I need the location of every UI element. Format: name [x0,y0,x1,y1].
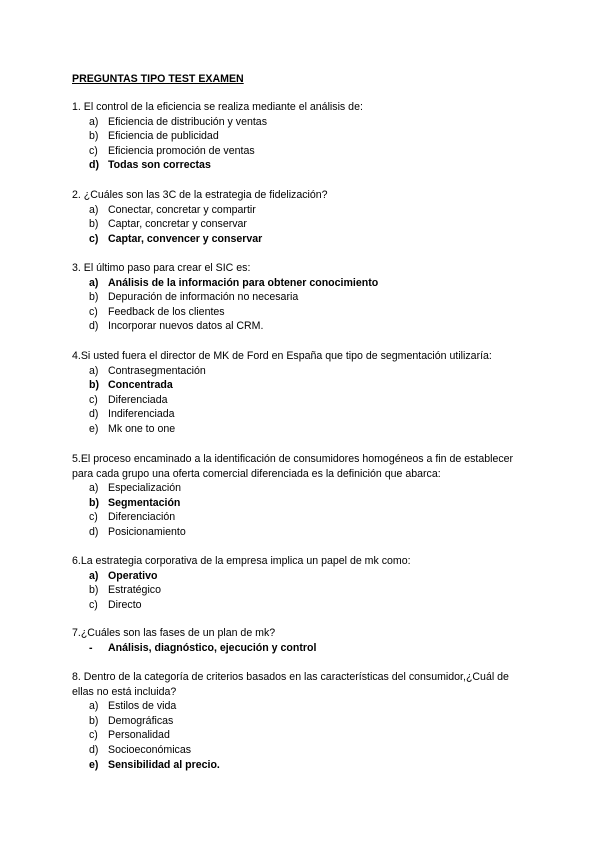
option-marker: c) [89,144,98,157]
option-text: Demográficas [108,714,174,727]
option-marker: a) [89,482,99,495]
option-list [72,699,532,772]
option-marker: e) [89,758,99,771]
answer-option [72,714,532,729]
answer-option [72,305,532,320]
question-text: 2. ¿Cuáles son las 3C de la estrategia de fidelización? [72,189,328,201]
answer-option [72,743,532,758]
correct-option [72,569,532,584]
page-title: PREGUNTAS TIPO TEST EXAMEN [72,73,244,85]
option-marker: c) [89,511,98,524]
option-marker: b) [89,379,99,392]
option-marker: a) [89,203,99,216]
option-text: Feedback de los clientes [108,305,225,318]
option-marker: d) [89,743,99,756]
option-text: Especialización [108,482,182,495]
option-text: Captar, concretar y conservar [108,218,247,231]
option-marker: d) [89,159,99,172]
correct-option [72,158,532,173]
answer-option [72,407,532,422]
question-block [72,670,532,772]
option-text: Directo [108,598,142,611]
question-block [72,261,532,334]
option-marker: a) [89,115,99,128]
question-text: 7.¿Cuáles son las fases de un plan de mk? [72,627,276,639]
option-text: Análisis, diagnóstico, ejecución y control [108,641,317,654]
answer-option [72,115,532,130]
option-list [72,115,532,173]
option-text: Todas son correctas [108,159,211,172]
option-list [72,203,532,247]
option-marker: b) [89,584,99,597]
answer-option [72,364,532,379]
question-text: 1. El control de la eficiencia se realiza mediante el análisis de: [72,101,363,113]
option-marker: c) [89,305,98,318]
option-marker: c) [89,393,98,406]
option-text: Operativo [108,569,158,582]
option-marker: - [89,641,93,654]
option-text: Análisis de la información para obtener conocimiento [108,276,379,289]
correct-option [72,758,532,773]
option-marker: c) [89,729,98,742]
answer-option [72,422,532,437]
option-marker: b) [89,496,99,509]
correct-option [72,496,532,511]
correct-option [72,641,532,656]
answer-option [72,393,532,408]
option-list [72,276,532,334]
option-text: Segmentación [108,496,181,509]
answer-option [72,728,532,743]
question-text: 5.El proceso encaminado a la identificación de consumidores homogéneos a fin de establecer para cada grupo una oferta comercial diferenciada es la definición que abarca: [72,453,514,480]
question-text: 6.La estrategia corporativa de la empresa implica un papel de mk como: [72,555,411,567]
answer-option [72,144,532,159]
option-list [72,364,532,437]
question-text: 8. Dentro de la categoría de criterios basados en las características del consumidor,¿Cuál de ellas no está incluida? [72,671,509,698]
option-marker: a) [89,569,99,582]
answer-option [72,699,532,714]
answer-option [72,481,532,496]
answer-option [72,510,532,525]
option-marker: a) [89,364,99,377]
option-text: Personalidad [108,729,170,742]
option-text: Diferenciada [108,393,168,406]
option-marker: a) [89,276,99,289]
option-list [72,569,532,613]
option-text: Concentrada [108,379,173,392]
option-text: Eficiencia de publicidad [108,130,219,143]
answer-option [72,217,532,232]
option-marker: c) [89,598,98,611]
option-text: Eficiencia promoción de ventas [108,144,255,157]
option-text: Contrasegmentación [108,364,206,377]
option-text: Captar, convencer y conservar [108,232,263,245]
question-block [72,100,532,173]
answer-option [72,203,532,218]
option-marker: c) [89,232,99,245]
answer-option [72,129,532,144]
question-block [72,554,532,612]
option-text: Estilos de vida [108,700,177,713]
answer-option [72,598,532,613]
option-text: Estratégico [108,584,161,597]
option-marker: d) [89,320,99,333]
answer-option [72,583,532,598]
option-text: Incorporar nuevos datos al CRM. [108,320,264,333]
option-text: Conectar, concretar y compartir [108,203,256,216]
answer-option [72,319,532,334]
option-text: Posicionamiento [108,525,186,538]
option-text: Diferenciación [108,511,176,524]
question-block [72,349,532,437]
option-marker: d) [89,525,99,538]
option-marker: b) [89,130,99,143]
option-marker: d) [89,408,99,421]
answer-option [72,290,532,305]
option-text: Mk one to one [108,422,176,435]
answer-option [72,525,532,540]
correct-option [72,232,532,247]
question-block [72,452,532,540]
option-marker: e) [89,422,99,435]
option-text: Depuración de información no necesaria [108,291,299,304]
correct-option [72,276,532,291]
question-block [72,188,532,246]
option-marker: b) [89,714,99,727]
option-text: Socioeconómicas [108,743,192,756]
question-text: 3. El último paso para crear el SIC es: [72,262,251,274]
option-list [72,481,532,539]
question-block [72,626,532,655]
option-marker: b) [89,291,99,304]
option-marker: b) [89,218,99,231]
correct-option [72,378,532,393]
question-text: 4.Si usted fuera el director de MK de Ford en España que tipo de segmentación utilizaría: [72,350,492,362]
option-text: Indiferenciada [108,408,175,421]
option-text: Eficiencia de distribución y ventas [108,115,267,128]
option-text: Sensibilidad al precio. [108,758,220,771]
option-list [72,641,532,656]
option-marker: a) [89,700,99,713]
